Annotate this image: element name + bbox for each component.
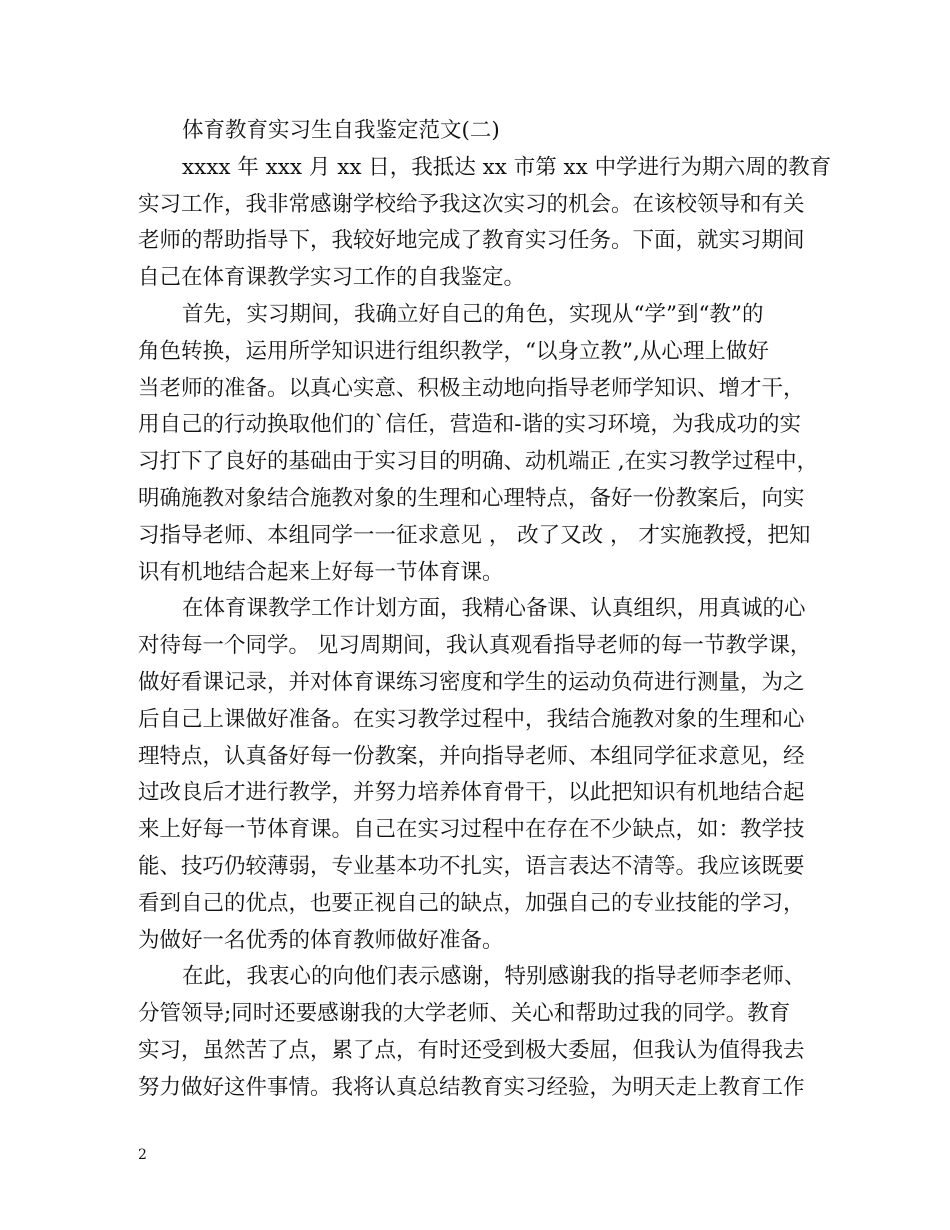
- text-line: 实习，虽然苦了点，累了点，有时还受到极大委屈，但我认为值得我去: [138, 1037, 805, 1063]
- text-line: 在体育课教学工作计划方面，我精心备课、认真组织，用真诚的心: [182, 596, 806, 622]
- text-line: 自己在体育课教学实习工作的自我鉴定。: [138, 265, 526, 291]
- document-title: [138, 113, 828, 150]
- document-body: [138, 113, 832, 1107]
- text-line: 用自己的行动换取他们的`信任，营造和-谐的实习环境，为我成功的实: [138, 412, 802, 438]
- text-line: 做好看课记录，并对体育课练习密度和学生的运动负荷进行测量，为之: [138, 669, 805, 695]
- text-line: 后自己上课做好准备。在实习教学过程中，我结合施教对象的生理和心: [138, 706, 805, 732]
- text-line: 习指导老师、本组同学一一征求意见 ， 改了又改 ， 才实施教授，把知: [138, 522, 811, 548]
- paragraph-thanks: [138, 959, 828, 1106]
- title-line: 体育教育实习生自我鉴定范文(二): [182, 118, 500, 143]
- text-line: xxxx 年 xxx 月 xx 日，我抵达 xx 市第 xx 中学进行为期六周的教育: [182, 154, 832, 180]
- text-line: 分管领导;同时还要感谢我的大学老师、关心和帮助过我的同学。教育: [138, 1001, 791, 1027]
- text-line: 习打下了良好的基础由于实习目的明确、动机端正 ,在实习教学过程中，: [138, 449, 819, 475]
- text-line: 实习工作，我非常感谢学校给予我这次实习的机会。在该校领导和有关: [138, 191, 805, 217]
- paragraph-intro: [138, 150, 832, 297]
- text-line: 首先，实习期间，我确立好自己的角色，实现从“学”到“教”的: [182, 301, 764, 327]
- paragraph-planning: [138, 591, 828, 959]
- text-line: 为做好一名优秀的体育教师做好准备。: [138, 927, 504, 953]
- text-line: 当老师的准备。以真心实意、积极主动地向指导老师学知识、增才干，: [138, 375, 805, 401]
- text-line: 角色转换，运用所学知识进行组织教学，“以身立教”,从心理上做好: [138, 338, 769, 364]
- text-line: 来上好每一节体育课。自己在实习过程中在存在不少缺点，如：教学技: [138, 817, 805, 843]
- text-line: 明确施教对象结合施教对象的生理和心理特点，备好一份教案后，向实: [138, 485, 805, 511]
- text-line: 能、技巧仍较薄弱，专业基本功不扎实，语言表达不清等。我应该既要: [138, 853, 805, 879]
- paragraph-first: [138, 297, 828, 591]
- text-line: 看到自己的优点，也要正视自己的缺点，加强自己的专业技能的学习，: [138, 890, 805, 916]
- text-line: 老师的帮助指导下，我较好地完成了教育实习任务。下面，就实习期间: [138, 228, 805, 254]
- text-line: 在此，我衷心的向他们表示感谢，特别感谢我的指导老师李老师、: [182, 964, 806, 990]
- text-line: 识有机地结合起来上好每一节体育课。: [138, 559, 504, 585]
- text-line: 对待每一个同学。 见习周期间，我认真观看指导老师的每一节教学课，: [138, 633, 812, 659]
- text-line: 过改良后才进行教学，并努力培养体育骨干，以此把知识有机地结合起: [138, 780, 805, 806]
- text-line: 努力做好这件事情。我将认真总结教育实习经验，为明天走上教育工作: [138, 1074, 805, 1100]
- text-line: 理特点，认真备好每一份教案，并向指导老师、本组同学征求意见，经: [138, 743, 805, 769]
- page-number: 2: [138, 1147, 147, 1163]
